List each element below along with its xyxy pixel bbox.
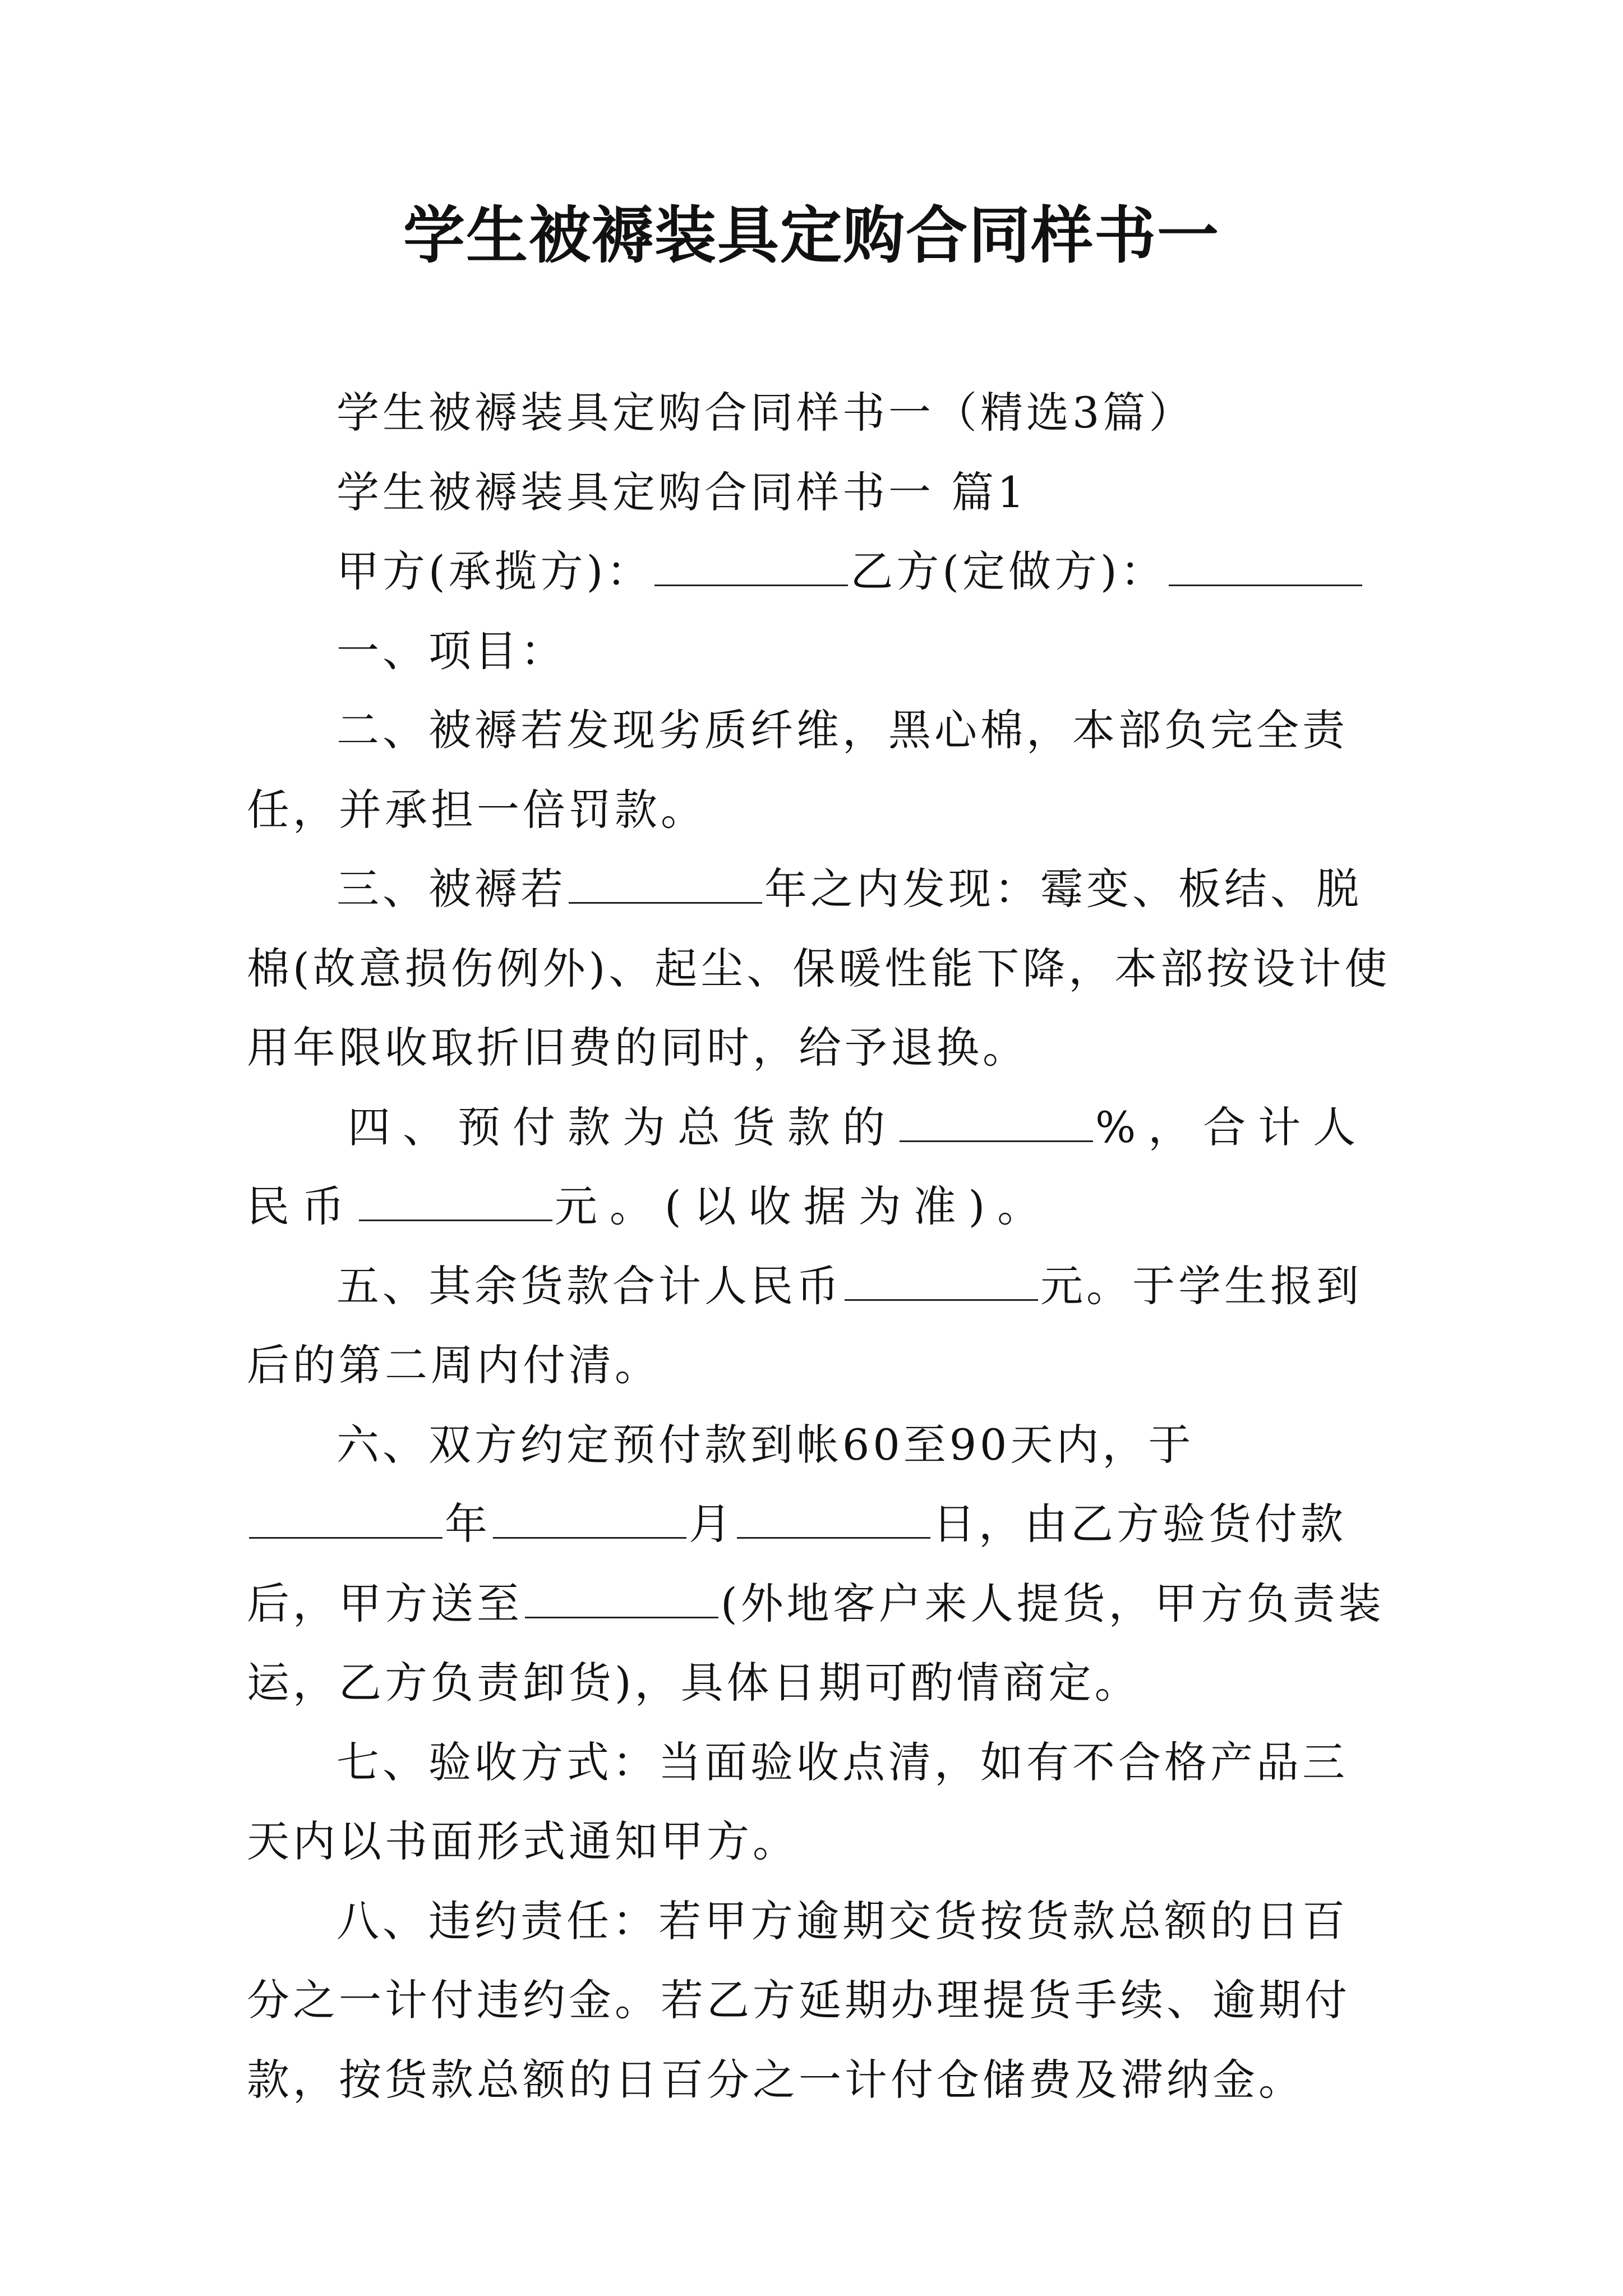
years-blank — [569, 868, 762, 904]
clause-6-part-b: 年 — [445, 1499, 491, 1549]
delivery-location-blank — [525, 1583, 718, 1618]
prepay-amount-blank — [359, 1186, 552, 1221]
balance-amount-blank — [845, 1266, 1038, 1301]
clause-6-part-e: (外地客户来人提货，甲方负责装运，乙方负责卸货)，具体日期可酌情商定。 — [247, 1578, 1385, 1708]
party-b-label: 乙方(定做方)： — [850, 546, 1166, 596]
clause-3 — [247, 849, 1391, 1088]
clause-8: 八、违约责任：若甲方逾期交货按货款总额的日百分之一计付违约金。若乙方延期办理提货手续、逾期付款，按货款总额的日百分之一计付仓储费及滞纳金。 — [247, 1895, 1350, 2105]
clause-5-part-a: 五、其余货款合计人民币 — [336, 1260, 842, 1311]
percent-blank — [900, 1107, 1093, 1142]
clause-6-part-a: 六、双方约定预付款到帐60至90天内，于 — [336, 1419, 1195, 1470]
parties-line — [247, 532, 1391, 611]
clause-3-part-a: 三、被褥若 — [336, 864, 566, 914]
clause-4-part-b: %，合计人民币 — [247, 1102, 1368, 1231]
clause-5-part-b: 元。于学生报到后的第二周内付清。 — [247, 1260, 1362, 1390]
delivery-day-blank — [737, 1503, 930, 1539]
clause-5 — [247, 1246, 1391, 1405]
party-a-blank — [654, 551, 848, 586]
clause-1: 一、项目： — [336, 625, 566, 676]
party-a-label: 甲方(承揽方)： — [336, 546, 653, 596]
document-title: 学生被褥装具定购合同样书一 — [403, 200, 1220, 272]
clause-4-part-c: 元。(以收据为准)。 — [555, 1181, 1053, 1231]
clause-6-part-c: 月 — [689, 1499, 735, 1549]
document-body — [247, 373, 1391, 2119]
section-heading: 学生被褥装具定购合同样书一 篇1 — [336, 467, 1028, 517]
clause-7: 七、验收方式：当面验收点清，如有不合格产品三天内以书面形式通知甲方。 — [247, 1737, 1348, 1866]
delivery-year-blank — [249, 1503, 442, 1539]
clause-4-part-a: 四、预付款为总货款的 — [348, 1102, 897, 1152]
clause-2: 二、被褥若发现劣质纤维，黑心棉，本部负完全责任，并承担一倍罚款。 — [247, 705, 1348, 835]
clause-6-part-d: 日，由乙方验货付款后，甲方送至 — [247, 1499, 1347, 1628]
delivery-month-blank — [493, 1503, 686, 1539]
clause-6 — [247, 1405, 1391, 1723]
document-subtitle: 学生被褥装具定购合同样书一（精选3篇） — [336, 388, 1195, 438]
clause-4 — [247, 1088, 1391, 1246]
clause-3-part-b: 年之内发现：霉变、板结、脱棉(故意损伤例外)、起尘、保暖性能下降，本部按设计使用年限收取折旧费的同时，给予退换。 — [247, 864, 1391, 1073]
party-b-blank — [1169, 551, 1362, 586]
